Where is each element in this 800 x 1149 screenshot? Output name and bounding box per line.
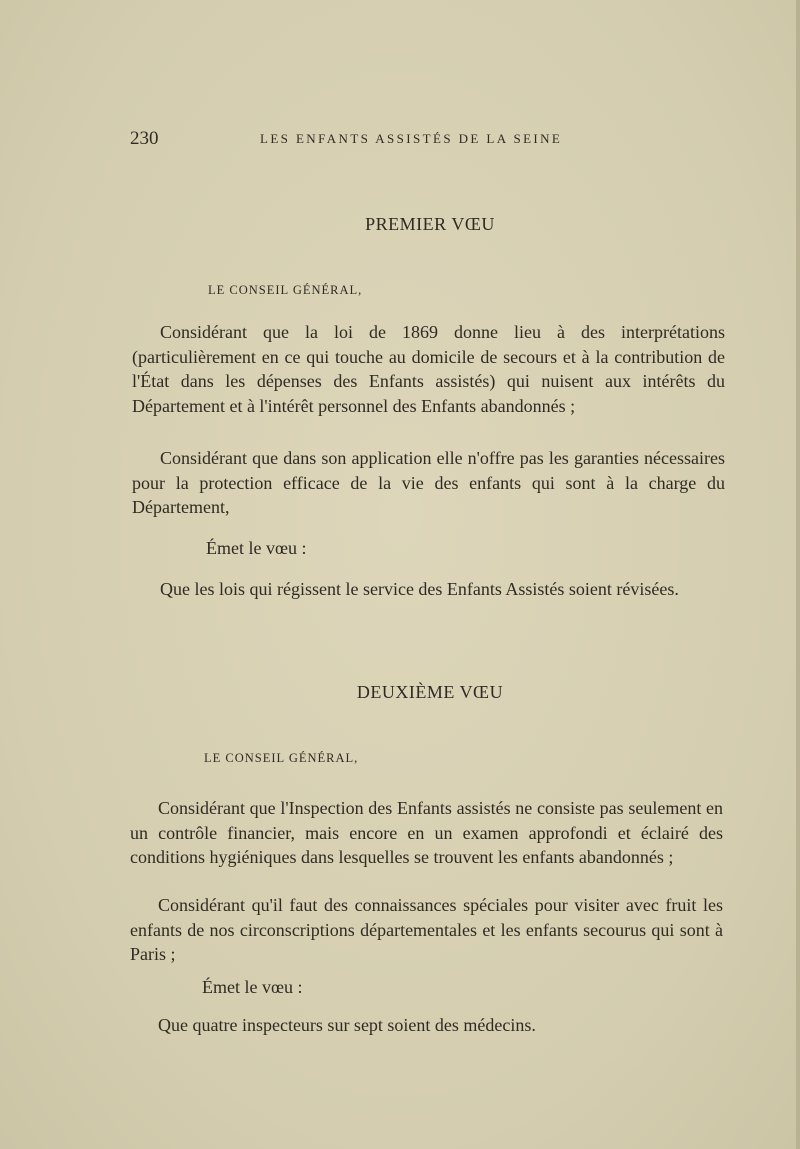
running-title: LES ENFANTS ASSISTÉS DE LA SEINE xyxy=(260,131,563,146)
page-number: 230 xyxy=(130,128,159,149)
section-title-1: PREMIER VŒU xyxy=(365,214,495,234)
paragraph-1-2: Considérant que dans son application elle n'offre pas les garanties nécessaires pour la protection efficace de la vie des enfants qui sont à la charge du Département, xyxy=(132,448,725,518)
council-heading-2: LE CONSEIL GÉNÉRAL, xyxy=(204,751,359,765)
conclusion-2: Que quatre inspecteurs sur sept soient des médecins. xyxy=(158,1015,536,1035)
emet-le-voeu-1: Émet le vœu : xyxy=(206,538,307,558)
page-edge xyxy=(796,0,800,1149)
conclusion-1: Que les lois qui régissent le service des Enfants Assistés soient révisées. xyxy=(160,579,679,599)
paragraph-1-1: Considérant que la loi de 1869 donne lieu à des interprétations (particulièrement en ce qui touche au domicile de secours et à la contribution de l'État dans les dépenses des Enfants assistés) qui nuisent aux intérêts du Département et à l'intérêt personnel des Enfants abandonnés ; xyxy=(132,322,725,416)
page-header xyxy=(130,128,730,152)
emet-le-voeu-2: Émet le vœu : xyxy=(202,977,303,997)
paragraph-2-1: Considérant que l'Inspection des Enfants assistés ne consiste pas seulement en un contrôle financier, mais encore en un examen approfondi et éclairé des conditions hygiéniques dans lesquelles se trouvent les enfants abandonnés ; xyxy=(130,798,723,868)
section-title-2: DEUXIÈME VŒU xyxy=(356,682,504,702)
paragraph-2-2: Considérant qu'il faut des connaissances spéciales pour visiter avec fruit les enfants de nos circonscriptions départementales et les enfants secourus qui sont à Paris ; xyxy=(130,895,723,965)
council-heading-1: LE CONSEIL GÉNÉRAL, xyxy=(208,283,363,297)
